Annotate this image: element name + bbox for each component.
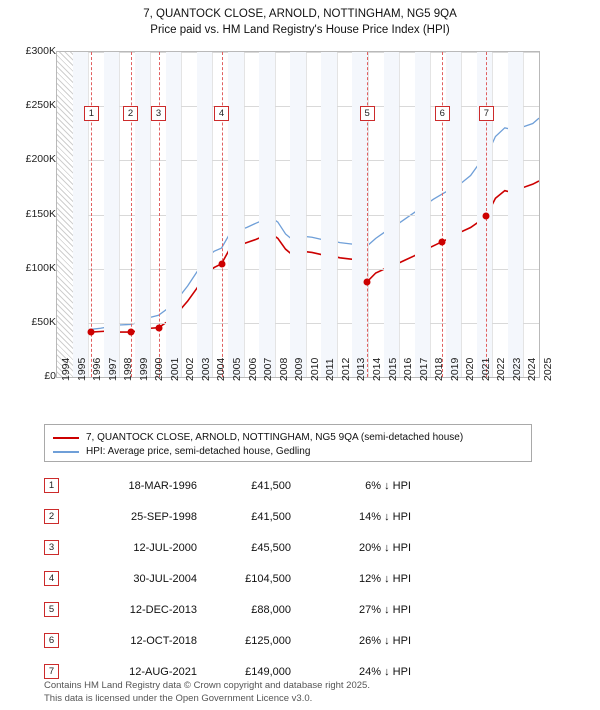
x-tick-label: 1994 (60, 357, 72, 382)
x-tick-label: 1998 (122, 357, 135, 382)
footer-attribution (44, 680, 564, 706)
transaction-dot (364, 278, 371, 285)
row-hpi-delta: 20% ↓ HPI (359, 541, 411, 554)
chart-area (0, 41, 600, 386)
year-band (197, 52, 213, 377)
x-tick-label: 1999 (137, 357, 150, 382)
x-tick-label: 2024 (526, 357, 539, 382)
gridline-vertical (539, 52, 540, 377)
y-tick-label: £250K (25, 99, 56, 112)
year-band (446, 52, 462, 377)
legend-row-hpi (53, 445, 523, 458)
table-row[interactable] (44, 594, 544, 625)
row-date: 18-MAR-1996 (128, 479, 197, 492)
row-date: 30-JUL-2004 (133, 572, 197, 585)
transaction-dot (88, 329, 95, 336)
row-price: £125,000 (245, 634, 291, 647)
x-tick-label: 2006 (246, 357, 259, 382)
year-band (352, 52, 368, 377)
row-price: £41,500 (251, 510, 291, 523)
row-hpi-delta: 24% ↓ HPI (359, 665, 411, 678)
transaction-marker-badge[interactable]: 7 (479, 106, 494, 121)
transaction-marker-line (222, 52, 223, 377)
row-hpi-delta: 27% ↓ HPI (359, 603, 411, 616)
x-tick-label: 1996 (91, 357, 104, 382)
y-tick-label: £50K (31, 315, 56, 328)
year-band (384, 52, 400, 377)
row-index-badge: 3 (44, 540, 59, 555)
x-tick-label: 2020 (464, 357, 477, 382)
row-index-badge: 1 (44, 478, 59, 493)
year-band (290, 52, 306, 377)
x-tick-label: 2021 (479, 357, 492, 382)
x-tick-label: 2015 (386, 357, 399, 382)
x-tick-label: 2013 (355, 357, 368, 382)
x-tick-label: 2018 (433, 357, 446, 382)
table-row[interactable] (44, 563, 544, 594)
transaction-dot (218, 260, 225, 267)
y-tick-label: £100K (25, 261, 56, 274)
x-tick-label: 1995 (75, 357, 88, 382)
row-date: 12-OCT-2018 (130, 634, 197, 647)
x-tick-label: 2009 (293, 357, 306, 382)
transaction-marker-badge[interactable]: 1 (84, 106, 99, 121)
footer-line-2: This data is licensed under the Open Government Licence v3.0. (44, 692, 313, 704)
row-index-badge: 2 (44, 509, 59, 524)
legend-label-price: 7, QUANTOCK CLOSE, ARNOLD, NOTTINGHAM, NG5 9QA (semi-detached house) (86, 432, 464, 443)
x-tick-label: 2002 (184, 357, 197, 382)
row-hpi-delta: 26% ↓ HPI (359, 634, 411, 647)
x-tick-label: 1997 (106, 357, 119, 382)
page-title (0, 0, 600, 38)
transactions-table (44, 470, 544, 687)
transaction-dot (155, 324, 162, 331)
transaction-dot (439, 238, 446, 245)
x-tick-label: 2007 (262, 357, 275, 382)
legend-row-price (53, 431, 523, 444)
row-index-badge: 6 (44, 633, 59, 648)
x-tick-label: 2004 (215, 357, 228, 382)
row-price: £149,000 (245, 665, 291, 678)
x-tick-label: 2017 (417, 357, 430, 382)
chart-legend (44, 424, 532, 462)
transaction-marker-badge[interactable]: 2 (123, 106, 138, 121)
x-tick-label: 2003 (199, 357, 212, 382)
transaction-marker-badge[interactable]: 4 (214, 106, 229, 121)
table-row[interactable] (44, 532, 544, 563)
transaction-marker-badge[interactable]: 5 (360, 106, 375, 121)
transaction-dot (483, 212, 490, 219)
legend-swatch-price (53, 437, 79, 439)
x-tick-label: 2014 (370, 357, 383, 382)
x-tick-label: 2011 (324, 358, 337, 382)
year-band (508, 52, 524, 377)
transaction-marker-badge[interactable]: 3 (151, 106, 166, 121)
year-band (73, 52, 89, 377)
x-tick-label: 2023 (510, 357, 523, 382)
y-tick-label: £200K (25, 153, 56, 166)
y-tick-label: £300K (25, 45, 56, 58)
title-line-1: 7, QUANTOCK CLOSE, ARNOLD, NOTTINGHAM, NG5 9QA (143, 8, 457, 20)
year-band (259, 52, 275, 377)
row-date: 12-AUG-2021 (129, 665, 197, 678)
year-band (166, 52, 182, 377)
row-date: 12-DEC-2013 (129, 603, 197, 616)
x-tick-label: 2005 (231, 357, 244, 382)
row-hpi-delta: 12% ↓ HPI (359, 572, 411, 585)
row-index-badge: 7 (44, 664, 59, 679)
row-index-badge: 4 (44, 571, 59, 586)
table-row[interactable] (44, 625, 544, 656)
transaction-marker-line (367, 52, 368, 377)
title-line-2: Price paid vs. HM Land Registry's House Price Index (HPI) (150, 23, 450, 36)
year-band (228, 52, 244, 377)
footer-line-1: Contains HM Land Registry data © Crown copyright and database right 2025. (44, 680, 370, 691)
x-tick-label: 2000 (153, 357, 166, 382)
x-tick-label: 2001 (168, 357, 181, 382)
row-price: £45,500 (251, 541, 291, 554)
x-tick-label: 2019 (448, 357, 461, 382)
x-tick-label: 2022 (495, 357, 508, 382)
row-date: 25-SEP-1998 (130, 510, 197, 523)
row-price: £104,500 (245, 572, 291, 585)
transaction-marker-badge[interactable]: 6 (435, 106, 450, 121)
year-band (135, 52, 151, 377)
x-tick-label: 2012 (339, 357, 352, 382)
x-tick-label: 2025 (542, 357, 554, 382)
y-tick-label: £150K (25, 207, 56, 220)
table-row[interactable] (44, 470, 544, 501)
transaction-marker-line (442, 52, 443, 377)
y-tick-label: £0 (44, 370, 56, 383)
year-band (415, 52, 431, 377)
plot-canvas (56, 51, 540, 378)
transaction-dot (127, 329, 134, 336)
legend-swatch-hpi (53, 451, 79, 453)
row-price: £41,500 (251, 479, 291, 492)
x-tick-label: 2008 (277, 357, 290, 382)
row-index-badge: 5 (44, 602, 59, 617)
x-tick-label: 2016 (402, 357, 415, 382)
year-band (321, 52, 337, 377)
legend-label-hpi: HPI: Average price, semi-detached house, Gedling (86, 446, 311, 457)
row-date: 12-JUL-2000 (133, 541, 197, 554)
row-price: £88,000 (251, 603, 291, 616)
year-band (104, 52, 120, 377)
row-hpi-delta: 14% ↓ HPI (359, 510, 411, 523)
table-row[interactable] (44, 501, 544, 532)
row-hpi-delta: 6% ↓ HPI (365, 479, 411, 492)
no-data-hatch (57, 52, 73, 377)
x-tick-label: 2010 (308, 357, 321, 382)
